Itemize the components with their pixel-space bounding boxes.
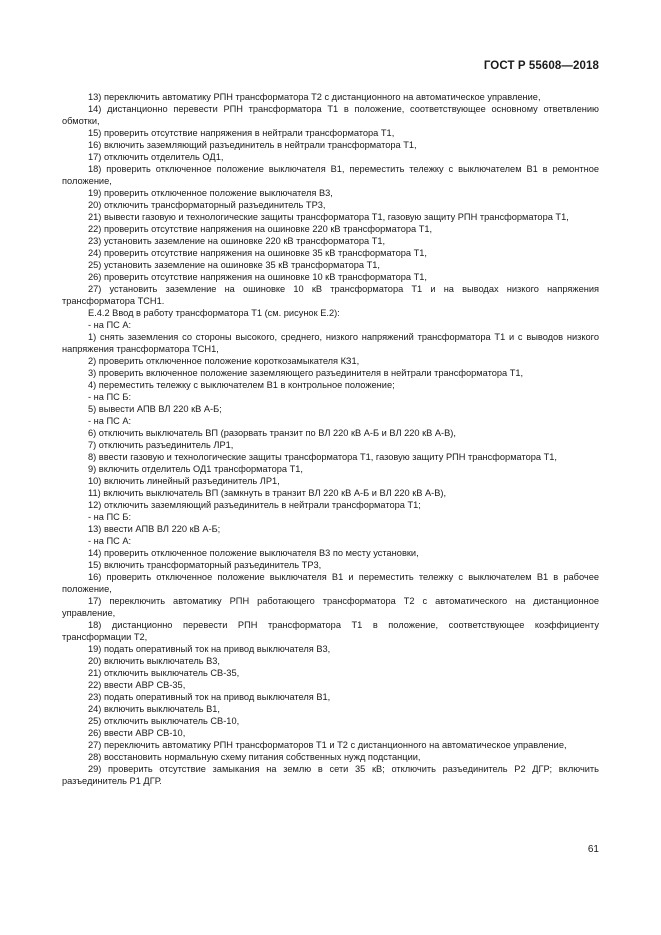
body-paragraph: 15) проверить отсутствие напряжения в нейтрали трансформатора Т1, — [88, 128, 395, 138]
body-paragraph: 10) включить линейный разъединитель ЛР1, — [88, 476, 280, 486]
body-paragraph: 20) отключить трансформаторный разъединитель ТР3, — [88, 200, 326, 210]
body-paragraph: 27) установить заземление на ошиновке 10 кВ трансформатора Т1 и на выводах низкого напряжения трансформатора ТСН1. — [62, 284, 599, 306]
body-paragraph: 23) установить заземление на ошиновке 220 кВ трансформатора Т1, — [88, 236, 386, 246]
body-paragraph: 18) проверить отключенное положение выключателя В1, переместить тележку с выключателем В1 в ремонтное положение, — [62, 164, 599, 186]
body-paragraph: 21) отключить выключатель СВ-35, — [88, 668, 240, 678]
body-paragraph: 14) дистанционно перевести РПН трансформатора Т1 в положение, соответствующее основному ответвлению обмотки, — [62, 104, 599, 126]
body-paragraph: 5) вывести АПВ ВЛ 220 кВ А-Б; — [88, 404, 222, 414]
body-paragraph: 22) проверить отсутствие напряжения на ошиновке 220 кВ трансформатора Т1, — [88, 224, 433, 234]
body-paragraph: 9) включить отделитель ОД1 трансформатора Т1, — [88, 464, 303, 474]
body-paragraph: - на ПС А: — [88, 416, 132, 426]
body-paragraph: 25) отключить выключатель СВ-10, — [88, 716, 240, 726]
body-paragraph: 11) включить выключатель ВП (замкнуть в транзит ВЛ 220 кВ А-Б и ВЛ 220 кВ А-В), — [88, 488, 447, 498]
body-paragraph: Е.4.2 Ввод в работу трансформатора Т1 (см. рисунок Е.2): — [88, 308, 340, 318]
body-paragraph: 16) проверить отключенное положение выключателя В1 и переместить тележку с выключателем В1 в рабочее положение, — [62, 572, 599, 594]
body-paragraph: 2) проверить отключенное положение короткозамыкателя КЗ1, — [88, 356, 360, 366]
body-paragraph: 18) дистанционно перевести РПН трансформатора Т1 в положение, соответствующее коэффициенту трансформации Т2, — [62, 620, 599, 642]
body-paragraph: 1) снять заземления со стороны высокого, среднего, низкого напряжений трансформатора Т1 и с выводов низкого напряжения трансформатора ТСН1, — [62, 332, 599, 354]
body-paragraph: 7) отключить разъединитель ЛР1, — [88, 440, 234, 450]
body-paragraph: 15) включить трансформаторный разъединитель ТР3, — [88, 560, 322, 570]
body-paragraph: 17) отключить отделитель ОД1, — [88, 152, 224, 162]
body-paragraph: 19) подать оперативный ток на привод выключателя В3, — [88, 644, 331, 654]
body-paragraph: 17) переключить автоматику РПН работающего трансформатора Т2 с автоматического на дистанционное управление, — [62, 596, 599, 618]
body-paragraph: 4) переместить тележку с выключателем В1 в контрольное положение; — [88, 380, 395, 390]
document-header: ГОСТ Р 55608—2018 — [483, 60, 599, 72]
body-paragraph: 23) подать оперативный ток на привод выключателя В1, — [88, 692, 331, 702]
body-paragraph: 26) ввести АВР СВ-10, — [88, 728, 186, 738]
body-paragraph: - на ПС Б: — [88, 392, 132, 402]
body-paragraph: 13) переключить автоматику РПН трансформатора Т2 с дистанционного на автоматическое управление, — [88, 92, 541, 102]
body-paragraph: 24) проверить отсутствие напряжения на ошиновке 35 кВ трансформатора Т1, — [88, 248, 427, 258]
body-paragraph: 29) проверить отсутствие замыкания на землю в сети 35 кВ; отключить разъединитель Р2 ДГР; включить разъединитель Р1 ДГР. — [62, 764, 599, 786]
body-paragraph: 13) ввести АПВ ВЛ 220 кВ А-Б; — [88, 524, 221, 534]
document-body — [62, 91, 599, 787]
body-paragraph: 3) проверить включенное положение заземляющего разъединителя в нейтрали трансформатора Т1, — [88, 368, 524, 378]
body-paragraph: 22) ввести АВР СВ-35, — [88, 680, 186, 690]
body-paragraph: 19) проверить отключенное положение выключателя В3, — [88, 188, 333, 198]
body-paragraph: 27) переключить автоматику РПН трансформаторов Т1 и Т2 с дистанционного на автоматическое управление, — [88, 740, 567, 750]
body-paragraph: 21) вывести газовую и технологические защиты трансформатора Т1, газовую защиту РПН трансформатора Т1, — [88, 212, 569, 222]
body-paragraph: 24) включить выключатель В1, — [88, 704, 220, 714]
body-paragraph: - на ПС Б: — [88, 512, 132, 522]
page-number: 61 — [587, 844, 599, 855]
body-paragraph: - на ПС А: — [88, 320, 132, 330]
body-paragraph: 6) отключить выключатель ВП (разорвать транзит по ВЛ 220 кВ А-Б и ВЛ 220 кВ А-В), — [88, 428, 456, 438]
body-paragraph: - на ПС А: — [88, 536, 132, 546]
body-paragraph: 26) проверить отсутствие напряжения на ошиновке 10 кВ трансформатора Т1, — [88, 272, 427, 282]
body-paragraph: 25) установить заземление на ошиновке 35 кВ трансформатора Т1, — [88, 260, 380, 270]
body-paragraph: 12) отключить заземляющий разъединитель в нейтрали трансформатора Т1; — [88, 500, 421, 510]
body-paragraph: 20) включить выключатель В3, — [88, 656, 220, 666]
body-paragraph: 8) ввести газовую и технологические защиты трансформатора Т1, газовую защиту РПН трансформатора Т1, — [88, 452, 557, 462]
body-paragraph: 28) восстановить нормальную схему питания собственных нужд подстанции, — [88, 752, 421, 762]
body-paragraph: 16) включить заземляющий разъединитель в нейтрали трансформатора Т1, — [88, 140, 417, 150]
body-paragraph: 14) проверить отключенное положение выключателя В3 по месту установки, — [88, 548, 419, 558]
